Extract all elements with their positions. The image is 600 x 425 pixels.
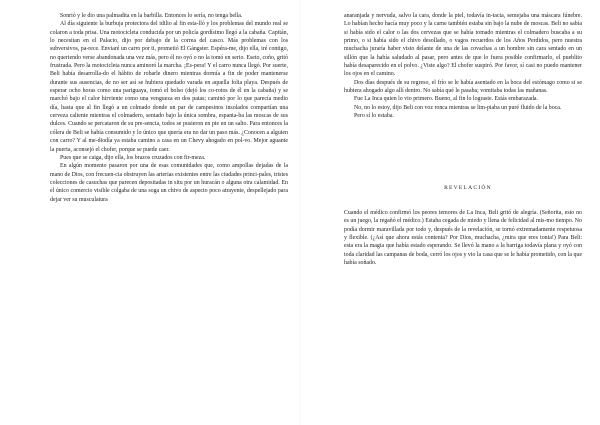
left-paragraph-4: En algún momento pasaron por una de esas comunidades que, como ampollas dejadas de la mano de Dios, con frecuen-cia obstruyen las arterias existentes entre las ciudades princi-pales, tristes colecciones de casuchas que parecen depositadas in situ por un huracán o alguna otra calamidad. En el único comercio visible colgaba de una soga un chivo de aspecto poco atrayente, despellejado para dejar ver su musculatura — [50, 163, 288, 203]
left-paragraph-3: Pues que se caiga, dijo ella, los brazos cruzados con fir-meza. — [60, 154, 206, 161]
left-paragraph-1: Sonrió y le dio una palmadita en la barbilla. Entonces lo sería, no tenga bella. — [60, 13, 243, 19]
section-title-space — [344, 193, 582, 209]
right-paragraph-1: anaranjada y nervuda, salvo la cara, donde la piel, todavía in-tacta, semejaba una máscara fúnebre. Lo habían hecho hacía muy poco y la carne también estaba sin bajo la nube de moscas. Beli no sabía si había sido el calor o las dos cervezas que se había tomado mientras el colmadero buscaba a su primo, o si había sido el chivo desollado, o vagos recuerdos de los Años Perdidos, pero nuestra muchacha juraría haber visto delante de una de las covachas a un hombre sin cara sentado en un sillón que la había saludado al pasar, pero antes de que lo fuera posible confirmarlo, el pueblito había desaparecido en el polvo. ¿Viste algo? El chofer suspiró. Por favor, sí casi no puedo mantener los ojos en el camino. — [344, 13, 582, 78]
section-break-space — [344, 120, 582, 184]
right-paragraph-2: Dos días después de su regreso, el frío se le había asentado en la boca del estómago como si se hubiera ahogado algo allí dentro. No sabía qué le pasaba; vomitaba todas las mañanas. — [344, 79, 582, 95]
left-page — [50, 12, 288, 204]
right-paragraph-4: No, no lo estoy, dijo Beli con voz ronca mientras se lim-piaba un puré fluido de la boca. — [354, 104, 562, 111]
section-title: REVELACIÓN — [444, 185, 492, 192]
section-paragraph-1: Cuando el médico confirmó los peores temores de La Inca, Beli gritó de alegría. (Señorita, esto no es un juego, la regañó el médico.) Estaba cegada de miedo y llena de felicidad al mis-mo tiempo. No podía dormir maravillada por todo y, después de la revelación, se tornó extremadamente respetuosa y flexible. (¿Así que ahora estás contenta? Por Dios, muchacha, ¿mira que eres tonta!) Para Beli: esta era la magia que había estado esperando. Se llevó la mano a la barriga todavía plana y oyó con toda claridad las campanas de boda, cerró los ojos y vio la casa que se le había prometido, con la que había soñado. — [344, 209, 582, 266]
book-gutter — [299, 0, 301, 425]
right-paragraph-3: Fue La Inca quien lo vio primero. Bueno, al fin lo lograste. Estás embarazada. — [354, 96, 539, 103]
right-page — [344, 12, 582, 267]
right-paragraph-5: Pero sí lo estaba. — [354, 113, 394, 120]
left-paragraph-2: Al día siguiente la burbuja protectora del idilio al fin esta-lló y los problemas del mundo real se colaron a toda prisa. Una motocicleta conducida por un policía gordísimo llegó a la cabaña. Capitán, lo necesitan en el Palacio, dijo por debajo de la correa del casco. Más problemas con los subversivos, pa-rece. Enviaré un carro por ti, prometió El Gángster. Espéra-me, dijo ella, iré contigo, no queriendo verse abandonada una vez más, pero él no oyó o no la tomó en serio. Eseto, coño, gritó frustrada. Pero la motocicleta nunca aminoró la marcha. ¡Es-pera! Y el carro nunca llegó. Por suerte, Beli había desarrolla-do el hábito de robarle dinero mientras dormía a fin de poder mantenerse durante sus ausencias, de no ser así se hubiera quedado varada en aquella folia playa. Después de esperar ocho horas como una pariguaya, tomó el bolso (dejó los co-rotos de él en la cabaña) y se marchó bajo el calor hirviente como una vengueza en dos patas; caminó por lo que parecía medio día, hasta que al fin llegó a un colmado donde un par de campesinos insolados compartían una cerveza caliente mientras el colmadero, sentado bajo la única sombra, espanta-ba las moscas de sus dulces. Cuando se percataron de su pre-sencia, todos se pusieron en pie en un salto. Para entonces la cólera de Beli se había consumido y lo único que quería era no dar un paso más. ¿Conocen a alguien con carro? Y al me-diodía ya estaba camino a casa en un Chevy ahogado en pol-vo. Mejor aguante la puerta, aconsejó el chofer, porque se puede caer. — [50, 21, 288, 153]
